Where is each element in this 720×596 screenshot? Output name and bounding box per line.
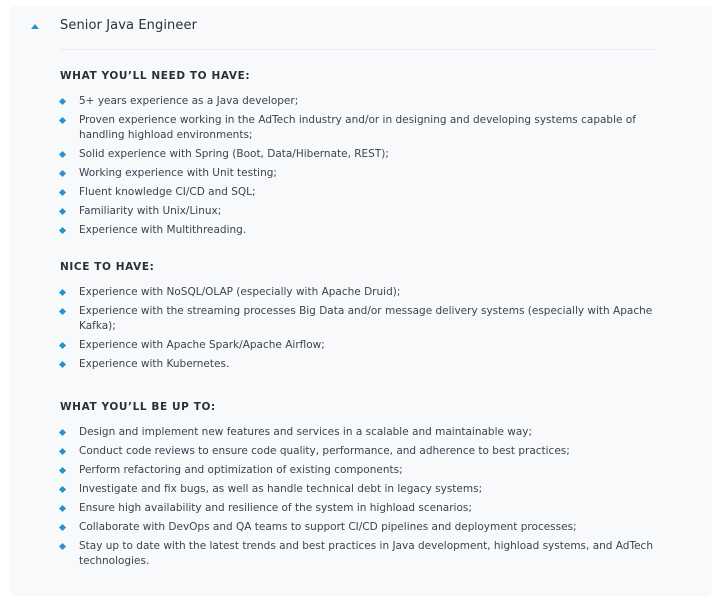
list-item-text: Collaborate with DevOps and QA teams to support CI/CD pipelines and deployment processes; [79, 521, 577, 533]
job-description [60, 68, 660, 573]
list-item-text: Stay up to date with the latest trends and best practices in Java development, highload systems, and AdTech technologies. [79, 540, 653, 567]
list-item [60, 482, 660, 497]
job-accordion-card [9, 6, 712, 596]
diamond-bullet-icon [59, 429, 66, 436]
list-item-text: Proven experience working in the AdTech industry and/or in designing and developing systems capable of handling highload environments; [79, 114, 636, 141]
list-item [60, 285, 660, 300]
nice-to-have-section [60, 259, 660, 372]
list-item [60, 463, 660, 478]
requirements-section [60, 68, 660, 238]
diamond-bullet-icon [59, 505, 66, 512]
list-item [60, 113, 660, 143]
list-item [60, 338, 660, 353]
list-item [60, 223, 660, 238]
list-item-text: Investigate and fix bugs, as well as handle technical debt in legacy systems; [79, 483, 483, 495]
diamond-bullet-icon [59, 361, 66, 368]
list-item-text: Solid experience with Spring (Boot, Data/Hibernate, REST); [79, 148, 389, 160]
diamond-bullet-icon [59, 170, 66, 177]
list-item-text: Experience with NoSQL/OLAP (especially with Apache Druid); [79, 286, 401, 298]
list-item [60, 539, 660, 569]
list-item [60, 501, 660, 516]
diamond-bullet-icon [59, 543, 66, 550]
list-item [60, 425, 660, 440]
diamond-bullet-icon [59, 227, 66, 234]
list-item-text: Experience with Kubernetes. [79, 358, 230, 370]
diamond-bullet-icon [59, 448, 66, 455]
list-item [60, 444, 660, 459]
diamond-bullet-icon [59, 189, 66, 196]
diamond-bullet-icon [59, 342, 66, 349]
list-item-text: Experience with Apache Spark/Apache Airflow; [79, 339, 325, 351]
divider [60, 49, 656, 50]
list-item-text: Perform refactoring and optimization of existing components; [79, 464, 403, 476]
section-heading: NICE TO HAVE: [60, 261, 155, 273]
caret-up-icon[interactable] [31, 24, 39, 29]
section-heading: WHAT YOU’LL NEED TO HAVE: [60, 70, 251, 82]
list-item [60, 204, 660, 219]
diamond-bullet-icon [59, 289, 66, 296]
requirements-list [60, 94, 660, 238]
list-item [60, 147, 660, 162]
diamond-bullet-icon [59, 98, 66, 105]
list-item-text: Design and implement new features and services in a scalable and maintainable way; [79, 426, 533, 438]
diamond-bullet-icon [59, 117, 66, 124]
list-item [60, 94, 660, 109]
list-item-text: Ensure high availability and resilience of the system in highload scenarios; [79, 502, 472, 514]
list-item-text: Fluent knowledge CI/CD and SQL; [79, 186, 256, 198]
list-item-text: 5+ years experience as a Java developer; [79, 95, 299, 107]
list-item-text: Conduct code reviews to ensure code quality, performance, and adherence to best practices; [79, 445, 570, 457]
accordion-header[interactable] [9, 6, 712, 50]
diamond-bullet-icon [59, 486, 66, 493]
diamond-bullet-icon [59, 208, 66, 215]
list-item-text: Experience with the streaming processes Big Data and/or message delivery systems (especially with Apache Kafka); [79, 305, 653, 332]
list-item-text: Familiarity with Unix/Linux; [79, 205, 222, 217]
diamond-bullet-icon [59, 151, 66, 158]
list-item [60, 520, 660, 535]
responsibilities-list [60, 425, 660, 569]
diamond-bullet-icon [59, 524, 66, 531]
diamond-bullet-icon [59, 308, 66, 315]
list-item-text: Working experience with Unit testing; [79, 167, 277, 179]
list-item [60, 304, 660, 334]
job-title: Senior Java Engineer [60, 18, 198, 33]
list-item [60, 166, 660, 181]
diamond-bullet-icon [59, 467, 66, 474]
list-item [60, 185, 660, 200]
section-heading: WHAT YOU’LL BE UP TO: [60, 401, 216, 413]
responsibilities-section [60, 399, 660, 569]
list-item [60, 357, 660, 372]
list-item-text: Experience with Multithreading. [79, 224, 247, 236]
nice-to-have-list [60, 285, 660, 372]
